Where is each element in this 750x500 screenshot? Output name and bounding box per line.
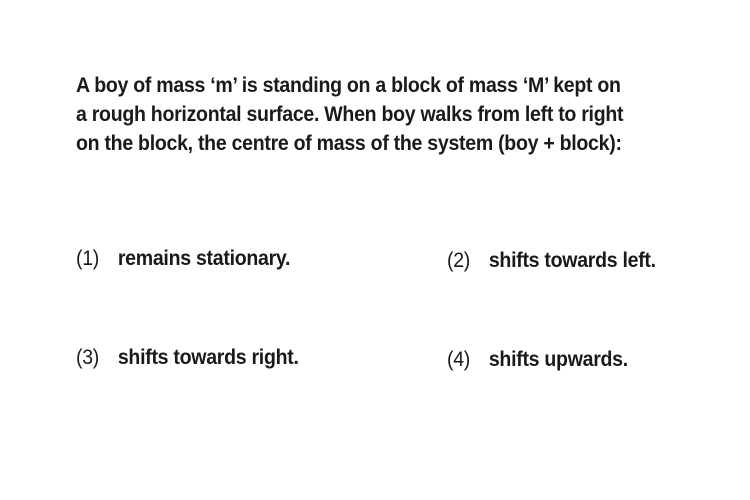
option-label: shifts towards right. xyxy=(117,346,299,369)
option-label: shifts upwards. xyxy=(488,348,628,371)
question-text: A boy of mass ‘m’ is standing on a block of mass ‘M’ kept on a rough horizontal surface. When boy walks from left to right on the block, the centre of mass of the system (boy + block): xyxy=(76,74,624,155)
option-label: shifts towards left. xyxy=(488,249,656,272)
option-1 xyxy=(76,247,290,271)
option-number: (4) xyxy=(447,348,471,371)
option-label: remains stationary. xyxy=(117,247,291,270)
option-2 xyxy=(447,249,656,273)
option-number: (1) xyxy=(76,247,100,270)
option-number: (3) xyxy=(76,346,100,369)
option-4 xyxy=(447,348,628,372)
option-3 xyxy=(76,346,299,370)
option-number: (2) xyxy=(447,249,471,272)
